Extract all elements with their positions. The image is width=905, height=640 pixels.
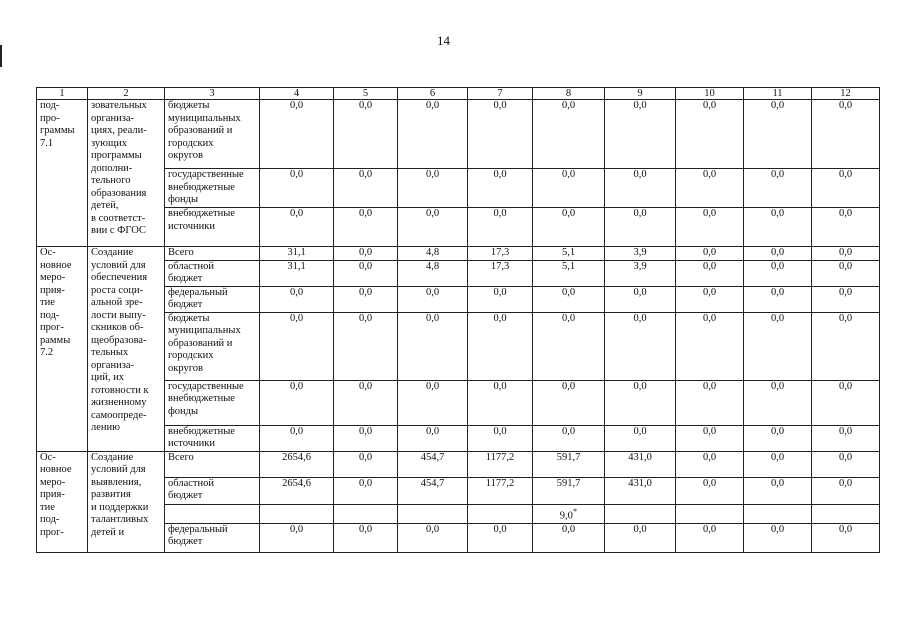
header-cell-4: 4 [260, 88, 334, 100]
value-cell: 0,0 [676, 425, 744, 451]
funding-source-label: областной бюджет [165, 477, 260, 504]
value-cell: 2654,6 [260, 451, 334, 477]
value-cell: 454,7 [398, 477, 468, 504]
value-cell: 0,0 [676, 477, 744, 504]
value-cell: 0,0 [676, 380, 744, 425]
value-cell [605, 504, 676, 523]
block1-activity-name: зовательных организа- циях, реали- зующих программы дополни- тельного образования детей, в соответст- вии с ФГОС [88, 100, 165, 247]
table-row [37, 247, 880, 261]
value-cell: 0,0 [334, 312, 398, 380]
header-row [37, 88, 880, 100]
value-cell: 3,9 [605, 247, 676, 261]
header-cell-11: 11 [744, 88, 812, 100]
header-cell-9: 9 [605, 88, 676, 100]
value-cell: 0,0 [398, 169, 468, 208]
value-cell: 9,0* [533, 504, 605, 523]
value-cell: 17,3 [468, 260, 533, 286]
funding-source-label: внебюджетные источники [165, 208, 260, 247]
funding-source-label: Всего [165, 451, 260, 477]
value-cell: 0,0 [676, 260, 744, 286]
value-cell: 0,0 [468, 100, 533, 169]
value-cell: 0,0 [398, 286, 468, 312]
budget-table-wrapper [36, 87, 880, 553]
value-cell: 0,0 [533, 312, 605, 380]
value-cell: 0,0 [676, 523, 744, 552]
value-cell [468, 504, 533, 523]
value-cell: 0,0 [744, 451, 812, 477]
value-cell: 0,0 [468, 169, 533, 208]
value-cell [812, 504, 880, 523]
value-cell: 0,0 [260, 312, 334, 380]
value-cell: 0,0 [468, 286, 533, 312]
header-cell-12: 12 [812, 88, 880, 100]
value-cell: 0,0 [605, 169, 676, 208]
value-cell: 0,0 [334, 247, 398, 261]
value-cell: 0,0 [533, 425, 605, 451]
value-cell: 0,0 [605, 380, 676, 425]
value-cell: 0,0 [260, 380, 334, 425]
value-cell: 0,0 [744, 286, 812, 312]
value-cell: 0,0 [812, 380, 880, 425]
block1-activity-code: под- про- граммы 7.1 [37, 100, 88, 247]
value-cell: 0,0 [812, 247, 880, 261]
value-cell: 0,0 [533, 100, 605, 169]
value-cell: 0,0 [676, 208, 744, 247]
value-cell: 0,0 [260, 286, 334, 312]
value-cell: 0,0 [812, 312, 880, 380]
value-cell: 0,0 [398, 425, 468, 451]
value-cell: 0,0 [812, 425, 880, 451]
value-cell: 2654,6 [260, 477, 334, 504]
value-cell: 0,0 [260, 208, 334, 247]
value-cell: 0,0 [334, 208, 398, 247]
header-cell-3: 3 [165, 88, 260, 100]
value-cell: 0,0 [744, 312, 812, 380]
value-cell: 0,0 [468, 208, 533, 247]
value-cell: 0,0 [468, 380, 533, 425]
value-cell: 31,1 [260, 260, 334, 286]
value-cell [676, 504, 744, 523]
value-cell: 0,0 [744, 425, 812, 451]
value-cell: 591,7 [533, 477, 605, 504]
funding-source-label: областной бюджет [165, 260, 260, 286]
value-cell: 0,0 [676, 100, 744, 169]
value-cell [260, 504, 334, 523]
header-cell-6: 6 [398, 88, 468, 100]
value-cell: 0,0 [334, 425, 398, 451]
value-cell: 0,0 [744, 260, 812, 286]
value-cell [744, 504, 812, 523]
value-cell: 3,9 [605, 260, 676, 286]
value-cell: 0,0 [468, 425, 533, 451]
header-cell-7: 7 [468, 88, 533, 100]
value-cell: 4,8 [398, 260, 468, 286]
value-cell: 0,0 [260, 100, 334, 169]
value-cell: 0,0 [812, 169, 880, 208]
value-cell: 0,0 [334, 477, 398, 504]
page-number: 14 [437, 33, 450, 48]
value-cell: 0,0 [812, 477, 880, 504]
value-cell: 5,1 [533, 247, 605, 261]
value-cell: 31,1 [260, 247, 334, 261]
funding-source-label: бюджеты муниципальных образований и городских округов [165, 100, 260, 169]
value-cell: 431,0 [605, 477, 676, 504]
value-cell: 0,0 [533, 286, 605, 312]
block3-activity-code: Ос- новное меро- прия- тие под- прог- [37, 451, 88, 552]
value-cell: 0,0 [812, 451, 880, 477]
value-cell: 0,0 [468, 312, 533, 380]
value-cell: 0,0 [468, 523, 533, 552]
value-cell: 0,0 [260, 523, 334, 552]
block2-activity-name: Создание условий для обеспечения роста соци- альной зре- лости выпу- скников об- щеобразова- тельных организа- ций, их готовности к жизненному самоопреде- лению [88, 247, 165, 452]
value-cell: 0,0 [398, 312, 468, 380]
scan-margin-mark [0, 45, 2, 67]
table-row [37, 451, 880, 477]
value-cell: 0,0 [334, 451, 398, 477]
funding-source-label: государственные внебюджетные фонды [165, 380, 260, 425]
funding-source-label: федеральный бюджет [165, 523, 260, 552]
value-cell: 0,0 [676, 247, 744, 261]
value-cell: 4,8 [398, 247, 468, 261]
value-cell: 0,0 [605, 286, 676, 312]
block2-activity-code: Ос- новное меро- прия- тие под- прог- раммы 7.2 [37, 247, 88, 452]
value-cell: 0,0 [812, 286, 880, 312]
value-cell: 0,0 [744, 247, 812, 261]
value-cell: 1177,2 [468, 477, 533, 504]
value-cell: 1177,2 [468, 451, 533, 477]
value-cell: 0,0 [812, 260, 880, 286]
value-cell: 0,0 [605, 208, 676, 247]
value-cell: 0,0 [533, 523, 605, 552]
value-cell: 0,0 [744, 523, 812, 552]
header-cell-2: 2 [88, 88, 165, 100]
value-cell: 431,0 [605, 451, 676, 477]
value-cell: 5,1 [533, 260, 605, 286]
funding-source-label: федеральный бюджет [165, 286, 260, 312]
value-cell: 0,0 [744, 208, 812, 247]
value-cell: 0,0 [260, 425, 334, 451]
value-cell: 591,7 [533, 451, 605, 477]
block3-activity-name: Создание условий для выявления, развития и поддержки талантливых детей и [88, 451, 165, 552]
header-cell-10: 10 [676, 88, 744, 100]
funding-source-label: бюджеты муниципальных образований и городских округов [165, 312, 260, 380]
value-cell: 0,0 [812, 208, 880, 247]
table-row [37, 100, 880, 169]
header-cell-1: 1 [37, 88, 88, 100]
value-cell: 0,0 [398, 208, 468, 247]
funding-source-label: государственные внебюджетные фонды [165, 169, 260, 208]
value-cell: 0,0 [605, 312, 676, 380]
value-cell: 0,0 [334, 523, 398, 552]
value-cell: 0,0 [744, 477, 812, 504]
value-cell: 0,0 [744, 380, 812, 425]
value-cell [334, 504, 398, 523]
value-cell: 0,0 [676, 451, 744, 477]
value-cell: 0,0 [334, 260, 398, 286]
value-cell [398, 504, 468, 523]
funding-source-label: Всего [165, 247, 260, 261]
value-cell: 0,0 [334, 380, 398, 425]
value-cell: 0,0 [533, 169, 605, 208]
header-cell-5: 5 [334, 88, 398, 100]
funding-source-label: внебюджетные источники [165, 425, 260, 451]
value-cell: 0,0 [398, 523, 468, 552]
value-cell: 0,0 [744, 169, 812, 208]
budget-table [36, 87, 880, 553]
value-cell: 0,0 [605, 523, 676, 552]
value-cell: 0,0 [605, 100, 676, 169]
value-cell: 0,0 [676, 312, 744, 380]
value-cell: 0,0 [676, 286, 744, 312]
value-cell: 0,0 [744, 100, 812, 169]
value-cell: 0,0 [605, 425, 676, 451]
value-cell: 0,0 [334, 100, 398, 169]
value-cell: 0,0 [812, 100, 880, 169]
header-cell-8: 8 [533, 88, 605, 100]
value-cell: 0,0 [260, 169, 334, 208]
footnote-mark: * [572, 505, 578, 516]
funding-source-label [165, 504, 260, 523]
value-cell: 17,3 [468, 247, 533, 261]
value-cell: 0,0 [533, 208, 605, 247]
value-cell: 0,0 [398, 100, 468, 169]
value-cell: 0,0 [398, 380, 468, 425]
value-cell: 454,7 [398, 451, 468, 477]
value-cell: 0,0 [812, 523, 880, 552]
value-cell: 0,0 [334, 169, 398, 208]
value-cell: 0,0 [676, 169, 744, 208]
value-cell: 0,0 [533, 380, 605, 425]
value-cell: 0,0 [334, 286, 398, 312]
